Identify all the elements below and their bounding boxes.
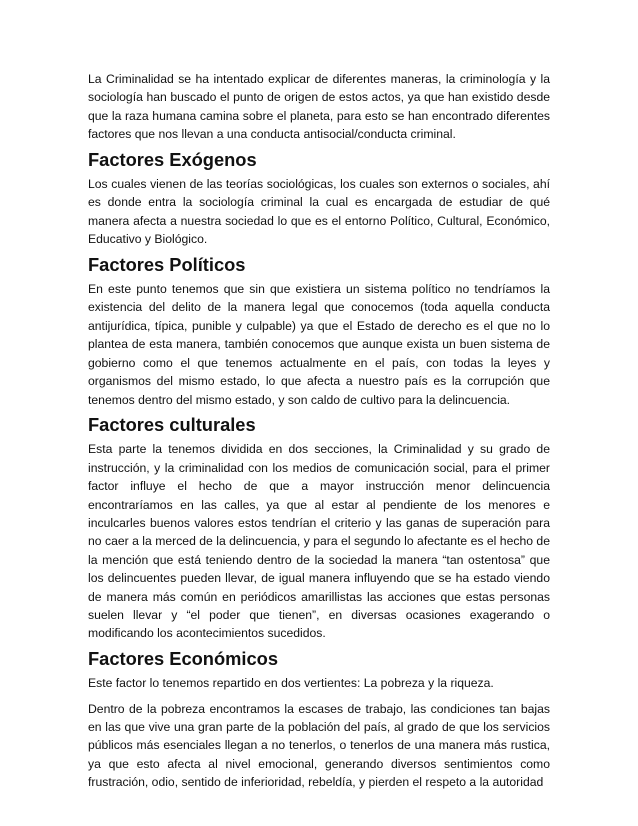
heading-factores-culturales: Factores culturales bbox=[88, 413, 256, 435]
document-page bbox=[88, 70, 550, 799]
heading-factores-exogenos: Factores Exógenos bbox=[88, 148, 257, 170]
heading-factores-economicos: Factores Económicos bbox=[88, 647, 278, 669]
paragraph-factores-economicos-2: Dentro de la pobreza encontramos la escases de trabajo, las condiciones tan bajas en las que vive una gran parte de la población del país, al grado de que los servicios públicos más esenciales llegan a no tenerlos, o tenerlos de una manera más rustica, ya que esto afecta al nivel emocional, generando diversos sentimientos como frustración, odio, sentido de inferioridad, rebeldía, y pierden el respeto a la autoridad bbox=[88, 701, 550, 790]
paragraph-factores-exogenos: Los cuales vienen de las teorías sociológicas, los cuales son externos o sociales, ahí es donde entra la sociología criminal la cual es encargada de estudiar de qué manera afecta a nuestra sociedad lo que es el entorno Político, Cultural, Económico, Educativo y Biológico. bbox=[88, 177, 550, 247]
paragraph-factores-economicos-1: Este factor lo tenemos repartido en dos vertientes: La pobreza y la riqueza. bbox=[88, 676, 494, 691]
intro-paragraph: La Criminalidad se ha intentado explicar de diferentes maneras, la criminología y la sociología han buscado el punto de origen de estos actos, ya que han existido desde que la raza humana camina sobre el planeta, para esto se han encontrado diferentes factores que nos llevan a una conducta antisocial/conducta criminal. bbox=[88, 72, 550, 142]
paragraph-factores-culturales: Esta parte la tenemos dividida en dos secciones, la Criminalidad y su grado de instrucción, y la criminalidad con los medios de comunicación social, para el primer factor influye el hecho de que a mayor instrucción menor delincuencia encontraríamos en las calles, ya que al estar al pendiente de los menores e inculcarles buenos valores estos tendrían el criterio y las ganas de superación para no caer a la merced de la delincuencia, y para el segundo lo afectante es el hecho de la mención que está teniendo dentro de la sociedad la manera “tan ostentosa” que los delincuentes pueden llevar, de igual manera influyendo que se ha estado viendo de manera más común en periódicos amarillistas las acciones que estas personas suelen llevar y “el poder que tienen”, en diversas ocasiones exagerando o modificando los acontecimientos sucedidos. bbox=[88, 442, 550, 641]
paragraph-factores-politicos: En este punto tenemos que sin que existiera un sistema político no tendríamos la existencia del delito de la manera legal que conocemos (toda aquella conducta antijurídica, típica, punible y culpable) ya que el Estado de derecho es el que no lo plantea de esta manera, también conocemos que aunque exista un buen sistema de gobierno como el que tenemos actualmente en el país, con todas la leyes y organismos del mismo estado, lo que afecta a nuestro país es la corrupción que tenemos dentro del mismo estado, y son caldo de cultivo para la delincuencia. bbox=[88, 282, 550, 407]
heading-factores-politicos: Factores Políticos bbox=[88, 253, 246, 275]
